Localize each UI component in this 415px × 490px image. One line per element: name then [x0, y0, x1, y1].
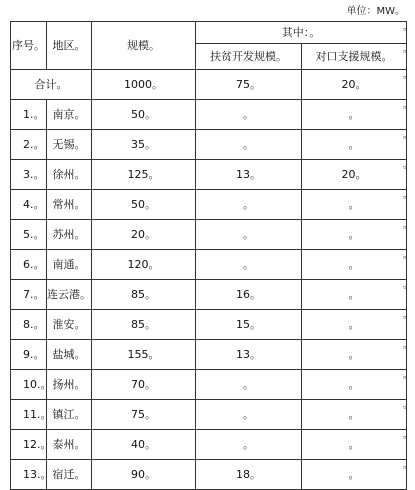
row-support: 。 — [302, 100, 407, 130]
table-row — [11, 280, 407, 310]
header-region: 地区。 — [47, 22, 92, 70]
row-support: 。 — [302, 310, 407, 340]
row-poverty: 13。 — [196, 160, 302, 190]
row-support: 。 — [302, 280, 407, 310]
table-row — [11, 220, 407, 250]
row-end-mark: 。 — [403, 280, 413, 291]
row-end-mark: 。 — [403, 340, 413, 351]
row-seq: 5.。 — [11, 220, 47, 250]
table-row — [11, 190, 407, 220]
row-seq: 1.。 — [11, 100, 47, 130]
row-poverty: 13。 — [196, 340, 302, 370]
row-poverty: 16。 — [196, 280, 302, 310]
total-scale: 1000。 — [92, 70, 196, 100]
row-scale: 40。 — [92, 430, 196, 460]
row-region: 苏州。 — [47, 220, 92, 250]
row-seq: 9.。 — [11, 340, 47, 370]
row-scale: 70。 — [92, 370, 196, 400]
row-seq: 4.。 — [11, 190, 47, 220]
row-region: 宿迁。 — [47, 460, 92, 490]
row-support: 。 — [302, 220, 407, 250]
header-support: 对口支援规模。 — [302, 44, 407, 70]
row-scale: 120。 — [92, 250, 196, 280]
row-seq: 2.。 — [11, 130, 47, 160]
row-end-mark: 。 — [403, 100, 413, 111]
row-end-mark: 。 — [403, 160, 413, 171]
header-among: 其中：。 — [196, 22, 407, 44]
row-support: 。 — [302, 370, 407, 400]
row-poverty: 。 — [196, 190, 302, 220]
row-region: 盐城。 — [47, 340, 92, 370]
row-poverty: 。 — [196, 100, 302, 130]
header-scale: 规模。 — [92, 22, 196, 70]
row-support: 20。 — [302, 160, 407, 190]
row-poverty: 18。 — [196, 460, 302, 490]
row-region: 泰州。 — [47, 430, 92, 460]
row-poverty: 。 — [196, 400, 302, 430]
header-seq: 序号。 — [11, 22, 47, 70]
row-poverty: 15。 — [196, 310, 302, 340]
row-region: 淮安。 — [47, 310, 92, 340]
total-label: 合计。 — [11, 70, 92, 100]
row-poverty: 。 — [196, 370, 302, 400]
row-support: 。 — [302, 340, 407, 370]
row-scale: 85。 — [92, 280, 196, 310]
row-support: 。 — [302, 190, 407, 220]
row-poverty: 。 — [196, 220, 302, 250]
table-row — [11, 400, 407, 430]
row-scale: 20。 — [92, 220, 196, 250]
row-seq: 3.。 — [11, 160, 47, 190]
row-end-mark: 。 — [403, 370, 413, 381]
row-scale: 125。 — [92, 160, 196, 190]
total-support: 20。 — [302, 70, 407, 100]
row-seq: 10.。 — [11, 370, 47, 400]
table-row — [11, 130, 407, 160]
row-scale: 75。 — [92, 400, 196, 430]
row-region: 无锡。 — [47, 130, 92, 160]
row-end-mark: 。 — [403, 460, 413, 471]
row-seq: 7.。 — [11, 280, 47, 310]
row-end-mark: 。 — [403, 44, 413, 55]
table-row — [11, 370, 407, 400]
row-poverty: 。 — [196, 430, 302, 460]
total-poverty: 75。 — [196, 70, 302, 100]
row-region: 南通。 — [47, 250, 92, 280]
header-poverty: 扶贫开发规模。 — [196, 44, 302, 70]
row-end-mark: 。 — [403, 70, 413, 81]
row-seq: 11.。 — [11, 400, 47, 430]
table-row — [11, 160, 407, 190]
row-poverty: 。 — [196, 130, 302, 160]
row-seq: 6.。 — [11, 250, 47, 280]
capacity-table — [10, 21, 407, 490]
row-poverty: 。 — [196, 250, 302, 280]
row-region: 扬州。 — [47, 370, 92, 400]
row-region: 镇江。 — [47, 400, 92, 430]
row-scale: 50。 — [92, 100, 196, 130]
row-end-mark: 。 — [403, 190, 413, 201]
row-end-mark: 。 — [403, 220, 413, 231]
row-seq: 13.。 — [11, 460, 47, 490]
row-scale: 155。 — [92, 340, 196, 370]
row-end-mark: 。 — [403, 430, 413, 441]
unit-label: 单位：MW。 — [346, 6, 405, 17]
row-region: 徐州。 — [47, 160, 92, 190]
row-support: 。 — [302, 430, 407, 460]
table-row — [11, 250, 407, 280]
row-end-mark: 。 — [403, 310, 413, 321]
row-region: 常州。 — [47, 190, 92, 220]
row-end-mark: 。 — [403, 250, 413, 261]
row-support: 。 — [302, 460, 407, 490]
row-end-mark: 。 — [403, 400, 413, 411]
row-support: 。 — [302, 250, 407, 280]
row-end-mark: 。 — [403, 130, 413, 141]
row-region: 连云港。 — [47, 280, 92, 310]
row-end-mark: 。 — [403, 22, 413, 33]
row-scale: 50。 — [92, 190, 196, 220]
table-row — [11, 340, 407, 370]
table-row — [11, 460, 407, 490]
row-region: 南京。 — [47, 100, 92, 130]
table-row — [11, 310, 407, 340]
row-seq: 8.。 — [11, 310, 47, 340]
row-support: 。 — [302, 400, 407, 430]
row-scale: 35。 — [92, 130, 196, 160]
row-scale: 90。 — [92, 460, 196, 490]
row-support: 。 — [302, 130, 407, 160]
table-row — [11, 100, 407, 130]
row-seq: 12.。 — [11, 430, 47, 460]
table-row — [11, 430, 407, 460]
row-scale: 85。 — [92, 310, 196, 340]
